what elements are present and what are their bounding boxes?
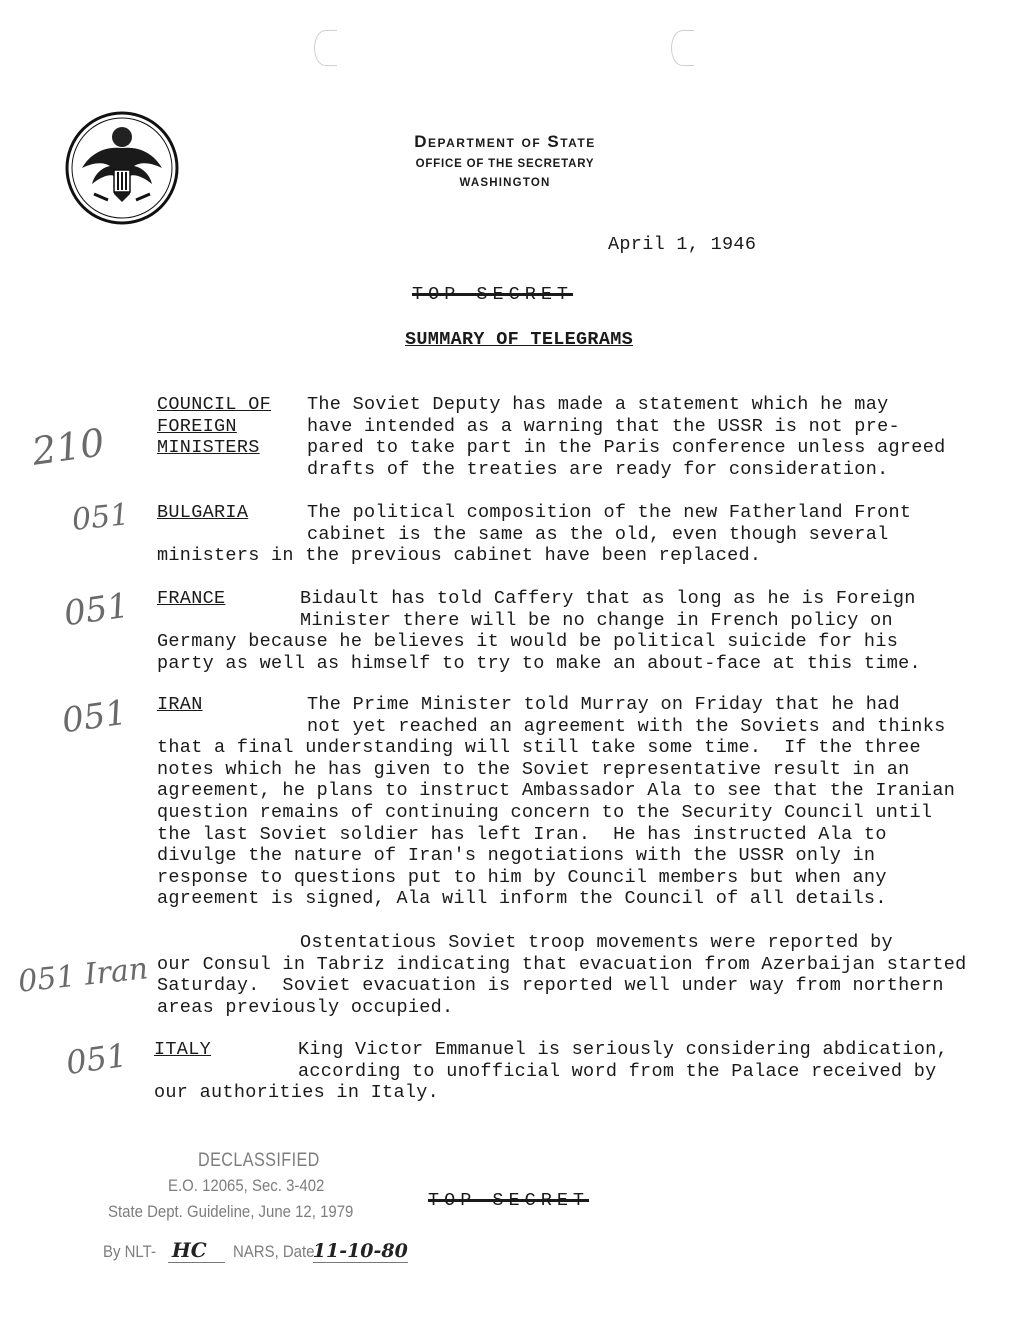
declass-initials: HC [168, 1238, 225, 1263]
section-body: Ostentatious Soviet troop movements were reported by our Consul in Tabriz indicating that evacuation from Azerbaijan started Saturday. Soviet evacuation is reported well under way from northern areas previously occupied. [157, 932, 967, 1018]
department-name: Department of State [414, 132, 596, 151]
executive-order: E.O. 12065, Sec. 3-402 [168, 1176, 325, 1195]
section-heading: BULGARIA [157, 502, 249, 523]
section-body: King Victor Emmanuel is seriously considering abdication, according to unofficial word from the Palace received by our authorities in Italy. [154, 1039, 948, 1104]
declassified-label: DECLASSIFIED [198, 1150, 320, 1171]
classification-top: TOP SECRET [412, 284, 574, 305]
section-body: The Soviet Deputy has made a statement which he may have intended as a warning that the USSR is not pre- pared to take part in the Paris conference unless agreed drafts of the treaties are ready for consideration. [307, 394, 946, 480]
document-date: April 1, 1946 [608, 234, 757, 255]
section-heading: COUNCIL OF FOREIGN MINISTERS [157, 394, 272, 459]
section-body: Bidault has told Caffery that as long as he is Foreign Minister there will be no change in French policy on Germany because he believes it would be political suicide for his party as well as himself to try to make an about-face at this time. [157, 588, 921, 674]
section-heading: IRAN [157, 694, 203, 715]
declass-date: 11-10-80 [312, 1240, 408, 1262]
city-name: WASHINGTON [459, 177, 551, 189]
section-heading: FRANCE [157, 588, 226, 609]
file-note: 051 Iran [16, 951, 150, 1000]
guideline: State Dept. Guideline, June 12, 1979 [108, 1202, 354, 1221]
department-seal [64, 110, 180, 226]
file-note: 051 [61, 585, 132, 635]
punch-hole-left [314, 30, 337, 66]
section-body: The political composition of the new Fatherland Front cabinet is the same as the old, even though several ministers in the previous cabinet have been replaced. [157, 502, 912, 567]
classification-bottom: TOP SECRET [428, 1190, 590, 1211]
document-title: SUMMARY OF TELEGRAMS [405, 329, 634, 350]
office-name: OFFICE OF THE SECRETARY [415, 158, 595, 170]
file-note: 051 [59, 692, 130, 742]
file-note: 051 [70, 497, 131, 538]
declass-by: By NLT- HC NARS, Date 11-10-80 [103, 1238, 408, 1262]
file-note: 051 [63, 1035, 130, 1083]
punch-hole-right [671, 30, 694, 66]
file-note: 210 [29, 420, 108, 474]
section-body: The Prime Minister told Murray on Friday that he had not yet reached an agreement with the Soviets and thinks that a final understanding will still take some time. If the three notes which he has given to the Soviet representative result in an agreement, he plans to instruct Ambassador Ala to see that the Iranian question remains of continuing concern to the Security Council until the last Soviet soldier has left Iran. He has instructed Ala to divulge the nature of Iran's negotiations with the USSR only in response to questions put to him by Council members but when any agreement is signed, Ala will inform the Council of all details. [157, 694, 956, 910]
section-heading: ITALY [154, 1039, 212, 1060]
letterhead [340, 132, 670, 189]
